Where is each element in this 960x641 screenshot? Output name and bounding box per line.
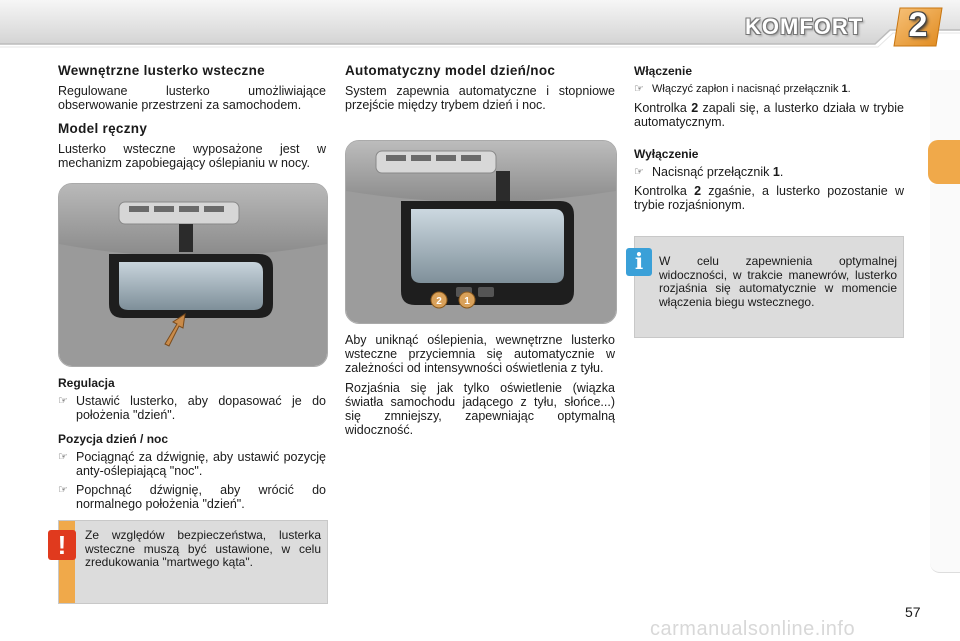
auto-model-heading: Automatyczny model dzień/noc: [345, 63, 556, 78]
switch-off-text: Kontrolka 2 zgaśnie, a lusterko pozostanie w trybie rozjaśnionym.: [634, 184, 905, 212]
chapter-tab[interactable]: [930, 280, 960, 329]
chapter-tab-active[interactable]: [928, 140, 960, 184]
adjust-item: ☞ Ustawić lusterko, aby dopasować je do położenia "dzień".: [58, 394, 326, 422]
switch-off-heading: Wyłączenie: [634, 147, 699, 161]
page-number: 57: [905, 604, 921, 620]
watermark: carmanualsonline.info: [650, 618, 856, 640]
safety-warning-box: [58, 520, 328, 604]
warning-icon: !: [48, 530, 76, 560]
middle-column-lower: [345, 333, 615, 443]
mirror-heading: Wewnętrzne lusterko wsteczne: [58, 63, 265, 78]
chapter-tab[interactable]: [930, 424, 960, 473]
switch-label-2: 2: [436, 296, 442, 307]
safety-warning-text: Ze względów bezpieczeństwa, lusterka wsteczne muszą być ustawione, w celu zredukowania "martwego kąta".: [85, 528, 321, 569]
left-column: [58, 64, 326, 176]
section-title: KOMFORT: [745, 14, 864, 39]
chapter-tab[interactable]: [930, 184, 960, 233]
manual-model-text: Lusterko wsteczne wyposażone jest w mechanizm zapobiegający oślepianiu w nocy.: [58, 142, 326, 170]
auto-model-intro: System zapewnia automatyczne i stopniowe przejście między trybem dzień i noc.: [345, 84, 615, 112]
auto-mirror-illustration: [346, 141, 616, 323]
switch-on-text: Kontrolka 2 zapali się, a lusterko działa w trybie automatycznym.: [634, 101, 904, 129]
manual-model-heading: Model ręczny: [58, 121, 148, 136]
pointing-hand-icon: ☞: [634, 166, 644, 178]
day-night-heading: Pozycja dzień / noc: [58, 432, 169, 446]
middle-column: [345, 64, 615, 118]
switch-on-heading: Włączenie: [634, 64, 693, 78]
right-column: [634, 64, 904, 218]
adjust-heading: Regulacja: [58, 376, 115, 390]
pointing-hand-icon: ☞: [58, 395, 68, 407]
chapter-tab[interactable]: [930, 376, 960, 425]
manual-mirror-illustration: [59, 184, 327, 366]
auto-dimming-text: Aby uniknąć oślepienia, wewnętrzne lusterko wsteczne przyciemnia się automatycznie w zależności od intensywności oświetlenia z tyłu.: [345, 333, 615, 375]
switch-off-item: ☞ Nacisnąć przełącznik 1.: [634, 165, 784, 179]
switch-on-item: ☞ Włączyć zapłon i nacisnąć przełącznik 1.: [634, 83, 851, 95]
chapter-tab[interactable]: [930, 472, 960, 521]
info-text: W celu zapewnienia optymalnej widoczności, w trakcie manewrów, lusterko rozjaśnia się automatycznie w momencie włączenia biegu wstecznego.: [659, 254, 897, 309]
chapter-number: 2: [908, 6, 928, 44]
auto-mirror-photo: [345, 140, 617, 324]
auto-brighten-text: Rozjaśnia się jak tylko oświetlenie (wiązka światła samochodu jadącego z tyłu, słońce...) się zmniejszy, zapewniając optymalną widoczność.: [345, 381, 615, 437]
manual-mirror-photo: [58, 183, 328, 367]
pointing-hand-icon: ☞: [634, 83, 644, 95]
chapter-tab[interactable]: [930, 520, 960, 573]
info-box: [634, 236, 904, 338]
day-night-item: ☞ Pociągnąć za dźwignię, aby ustawić pozycję anty-oślepiającą "noc".: [58, 450, 326, 478]
info-icon: i: [626, 248, 652, 276]
pointing-hand-icon: ☞: [58, 484, 68, 496]
switch-label-1: 1: [464, 296, 470, 307]
mirror-intro: Regulowane lusterko umożliwiające obserwowanie przestrzeni za samochodem.: [58, 84, 326, 112]
pointing-hand-icon: ☞: [58, 451, 68, 463]
chapter-tab[interactable]: [930, 232, 960, 281]
chapter-tab[interactable]: [930, 328, 960, 377]
left-column-lower: [58, 376, 326, 516]
day-night-item: ☞ Popchnąć dźwignię, aby wrócić do normalnego położenia "dzień".: [58, 483, 326, 511]
